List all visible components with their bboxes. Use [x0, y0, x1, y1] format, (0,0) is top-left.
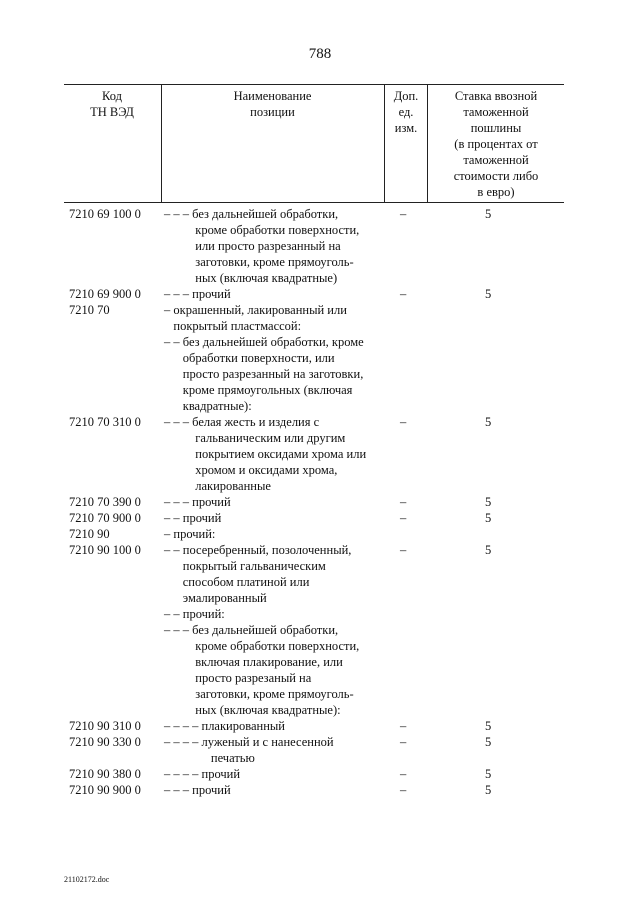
table-row [64, 302, 564, 334]
table-body [64, 206, 564, 798]
row-code: 7210 70 310 0 [69, 415, 141, 429]
header-name: Наименование позиции [233, 89, 312, 119]
row-rate: 5 [485, 415, 492, 429]
row-rate: 5 [485, 719, 492, 733]
table-row [64, 526, 564, 542]
table-header [64, 84, 564, 203]
table-row [64, 542, 564, 606]
row-name: – – – без дальнейшей обработки, кроме обработки поверхности, включая плакирование, или просто разрезаный на заготовки, кроме прямоуголь- ных (включая квадратные): [164, 623, 360, 717]
row-rate: 5 [485, 735, 492, 749]
row-unit: – [400, 543, 407, 557]
row-unit: – [400, 287, 407, 301]
row-unit: – [400, 511, 407, 525]
row-name: – – посеребренный, позолоченный, покрытый гальваническим способом платиной или эмалированный [164, 543, 352, 605]
row-code: 7210 90 [69, 527, 110, 541]
header-code: Код ТН ВЭД [90, 89, 134, 119]
row-code: 7210 90 100 0 [69, 543, 141, 557]
row-code: 7210 69 100 0 [69, 207, 141, 221]
header-rate: Ставка ввозной таможенной пошлины (в процентах от таможенной стоимости либо в евро) [453, 89, 539, 199]
row-rate: 5 [485, 495, 492, 509]
row-name: – – без дальнейшей обработки, кроме обработки поверхности, или просто разрезанный на заготовки, кроме прямоугольных (включая квадратные): [164, 335, 364, 413]
tariff-table [64, 84, 564, 798]
column-divider [384, 85, 385, 202]
row-name: – – прочий [164, 511, 222, 525]
row-name: – – – белая жесть и изделия с гальваническим или другим покрытием оксидами хрома или хромом и оксидами хрома, лакированные [164, 415, 367, 493]
row-code: 7210 90 380 0 [69, 767, 141, 781]
page-number: 788 [308, 46, 332, 62]
row-name: – – – прочий [164, 495, 231, 509]
row-code: 7210 69 900 0 [69, 287, 141, 301]
row-code: 7210 70 900 0 [69, 511, 141, 525]
row-unit: – [400, 735, 407, 749]
row-name: – – – – луженый и с нанесенной печатью [164, 735, 334, 765]
row-name: – – прочий: [164, 607, 225, 621]
row-name: – – – без дальнейшей обработки, кроме обработки поверхности, или просто разрезанный на заготовки, кроме прямоуголь- ных (включая квадратные) [164, 207, 360, 285]
row-name: – прочий: [164, 527, 216, 541]
row-unit: – [400, 767, 407, 781]
row-name: – – – – плакированный [164, 719, 285, 733]
table-row [64, 766, 564, 782]
row-code: 7210 90 310 0 [69, 719, 141, 733]
row-unit: – [400, 719, 407, 733]
row-rate: 5 [485, 767, 492, 781]
row-name: – окрашенный, лакированный или покрытый пластмассой: [164, 303, 347, 333]
row-rate: 5 [485, 287, 492, 301]
row-code: 7210 90 900 0 [69, 783, 141, 797]
table-row [64, 494, 564, 510]
table-row [64, 718, 564, 734]
row-unit: – [400, 495, 407, 509]
row-unit: – [400, 415, 407, 429]
table-row [64, 414, 564, 494]
row-name: – – – – прочий [164, 767, 241, 781]
row-name: – – – прочий [164, 783, 231, 797]
row-rate: 5 [485, 511, 492, 525]
row-code: 7210 70 [69, 303, 110, 317]
table-row [64, 206, 564, 286]
row-rate: 5 [485, 783, 492, 797]
row-unit: – [400, 783, 407, 797]
table-row [64, 782, 564, 798]
file-name: 21102172.doc [64, 875, 110, 884]
row-name: – – – прочий [164, 287, 231, 301]
table-row [64, 734, 564, 766]
table-row [64, 606, 564, 622]
row-unit: – [400, 207, 407, 221]
row-code: 7210 90 330 0 [69, 735, 141, 749]
row-rate: 5 [485, 207, 492, 221]
table-row [64, 622, 564, 718]
row-code: 7210 70 390 0 [69, 495, 141, 509]
table-row [64, 510, 564, 526]
row-rate: 5 [485, 543, 492, 557]
header-unit: Доп. ед. изм. [393, 89, 419, 135]
table-row [64, 286, 564, 302]
table-row [64, 334, 564, 414]
